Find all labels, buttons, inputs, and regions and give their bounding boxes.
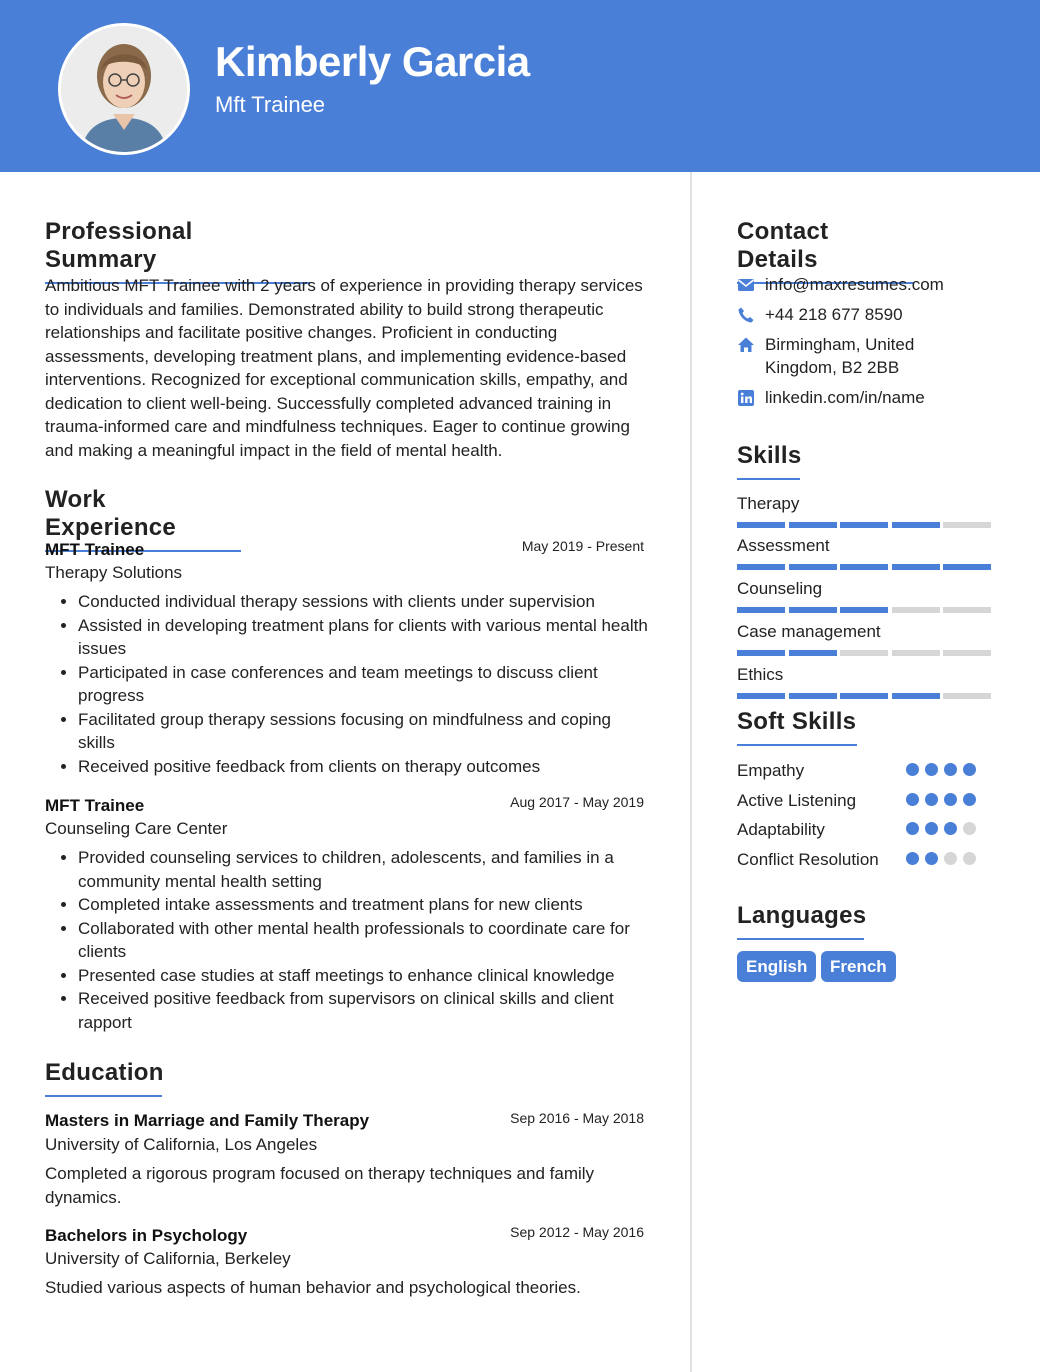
skill-level-segment	[892, 522, 940, 528]
skill-label: Case management	[737, 622, 881, 641]
job-bullet: • Assisted in developing treatment plans for clients with various mental health issues	[78, 614, 648, 661]
soft-skill-dot	[963, 852, 976, 865]
soft-skill-dot	[906, 763, 919, 776]
skill-level-segment	[789, 650, 837, 656]
contact-linkedin[interactable]	[737, 386, 997, 410]
skill-level-segment	[840, 522, 888, 528]
skill-level-segment	[737, 693, 785, 699]
soft-skill-dot	[963, 822, 976, 835]
skill-level-segment	[943, 522, 991, 528]
job-bullet: • Conducted individual therapy sessions with clients under supervision	[78, 590, 648, 614]
contact-heading: Contact Details	[737, 218, 914, 284]
skill-level-segment	[840, 650, 888, 656]
job-bullet: • Presented case studies at staff meetings to enhance clinical knowledge	[78, 964, 648, 988]
contact-phone[interactable]	[737, 303, 997, 327]
education-heading: Education	[45, 1059, 162, 1097]
soft-skill-dot	[963, 763, 976, 776]
soft-skill-dot	[925, 793, 938, 806]
candidate-name: Kimberly Garcia	[215, 38, 530, 85]
job-bullet: • Received positive feedback from supervisors on clinical skills and client rapport	[78, 987, 648, 1034]
language-tag: French	[821, 951, 896, 982]
contact-email[interactable]	[737, 273, 997, 297]
soft-skill-dot	[906, 793, 919, 806]
home-icon	[737, 336, 755, 354]
degree-description: Studied various aspects of human behavior and psychological theories.	[45, 1278, 581, 1297]
soft-skills-heading: Soft Skills	[737, 708, 857, 746]
job-company: Counseling Care Center	[45, 819, 228, 838]
soft-skill-dot	[925, 763, 938, 776]
job-bullets	[45, 846, 648, 1034]
soft-skill-label: Active Listening	[737, 791, 857, 810]
summary-heading: Professional Summary	[45, 218, 310, 284]
skill-level-segment	[840, 693, 888, 699]
degree-description: Completed a rigorous program focused on therapy techniques and family dynamics.	[45, 1164, 595, 1207]
skill-level-segment	[737, 564, 785, 570]
job-dates: May 2019 - Present	[521, 538, 644, 554]
header-banner	[0, 0, 1040, 172]
languages-heading: Languages	[737, 902, 864, 940]
soft-skill-label: Conflict Resolution	[737, 850, 879, 869]
soft-skill-dot	[944, 822, 957, 835]
job-bullet: • Received positive feedback from clients on therapy outcomes	[78, 755, 648, 779]
skill-level-bar	[737, 693, 995, 699]
skill-level-segment	[789, 564, 837, 570]
contact-address	[737, 333, 997, 381]
soft-skill-dot	[925, 822, 938, 835]
skill-label: Ethics	[737, 665, 784, 684]
skill-level-segment	[840, 564, 888, 570]
phone-icon	[737, 306, 755, 324]
experience-heading: Work Experience	[45, 486, 241, 552]
skill-level-segment	[943, 650, 991, 656]
linkedin-icon	[737, 389, 755, 407]
job-title: MFT Trainee	[45, 796, 145, 815]
degree-dates: Sep 2016 - May 2018	[510, 1110, 644, 1126]
skill-label: Counseling	[737, 579, 823, 598]
phone-text[interactable]: +44 218 677 8590	[765, 305, 903, 324]
skill-level-segment	[789, 607, 837, 613]
skill-level-segment	[943, 693, 991, 699]
skill-level-segment	[737, 607, 785, 613]
summary-text: Ambitious MFT Trainee with 2 years of experience in providing therapy services to individuals and families. Demonstrated ability to build strong therapeutic relationships and facilitate positive changes. Proficient in conducting assessments, developing treatment plans, and implementing evidence-based interventions. Recognized for exceptional communication skills, empathy, and dedication to client well-being. Successfully completed advanced training in trauma-informed care and mindfulness techniques. Eager to continue growing and making a meaningful impact in the field of mental health.	[45, 276, 643, 460]
school-name: University of California, Berkeley	[45, 1249, 291, 1268]
job-title: MFT Trainee	[45, 540, 145, 559]
job-bullet: • Provided counseling services to children, adolescents, and families in a community mental health setting	[78, 846, 648, 893]
skill-level-segment	[892, 564, 940, 570]
school-name: University of California, Los Angeles	[45, 1135, 318, 1154]
job-dates: Aug 2017 - May 2019	[510, 794, 644, 810]
skill-level-segment	[789, 693, 837, 699]
soft-skill-dot	[906, 852, 919, 865]
soft-skill-label: Empathy	[737, 761, 805, 780]
profile-photo-illustration	[61, 26, 187, 152]
soft-skill-dot	[944, 763, 957, 776]
soft-skill-label: Adaptability	[737, 820, 825, 839]
skill-label: Therapy	[737, 494, 800, 513]
soft-skill-dot	[944, 793, 957, 806]
degree-title: Masters in Marriage and Family Therapy	[45, 1111, 370, 1130]
address-text: Birmingham, United Kingdom, B2 2BB	[765, 335, 915, 377]
skill-level-bar	[737, 650, 995, 656]
job-company: Therapy Solutions	[45, 563, 183, 582]
skill-level-bar	[737, 522, 995, 528]
job-bullet: • Collaborated with other mental health professionals to coordinate care for clients	[78, 917, 648, 964]
skill-level-segment	[892, 650, 940, 656]
skill-level-segment	[892, 693, 940, 699]
job-bullet: • Participated in case conferences and team meetings to discuss client progress	[78, 661, 648, 708]
language-tag: English	[737, 951, 816, 982]
skill-level-segment	[737, 522, 785, 528]
candidate-title: Mft Trainee	[215, 92, 326, 117]
linkedin-text[interactable]: linkedin.com/in/name	[765, 388, 925, 407]
soft-skill-dot	[925, 852, 938, 865]
soft-skill-dot	[944, 852, 957, 865]
soft-skill-dot	[906, 822, 919, 835]
column-divider	[690, 172, 692, 1372]
degree-dates: Sep 2012 - May 2016	[510, 1224, 644, 1240]
profile-photo	[58, 23, 190, 155]
job-bullet: • Completed intake assessments and treatment plans for new clients	[78, 893, 648, 917]
skill-level-segment	[840, 607, 888, 613]
skill-label: Assessment	[737, 536, 830, 555]
skills-heading: Skills	[737, 442, 800, 480]
skill-level-bar	[737, 607, 995, 613]
skill-level-segment	[737, 650, 785, 656]
job-bullets	[45, 590, 648, 778]
skill-level-segment	[892, 607, 940, 613]
skill-level-bar	[737, 564, 995, 570]
degree-title: Bachelors in Psychology	[45, 1226, 248, 1245]
soft-skill-dot	[963, 793, 976, 806]
skill-level-segment	[943, 564, 991, 570]
envelope-icon	[737, 276, 755, 294]
job-bullet: • Facilitated group therapy sessions focusing on mindfulness and coping skills	[78, 708, 648, 755]
email-text[interactable]: info@maxresumes.com	[765, 275, 944, 294]
skill-level-segment	[943, 607, 991, 613]
skill-level-segment	[789, 522, 837, 528]
